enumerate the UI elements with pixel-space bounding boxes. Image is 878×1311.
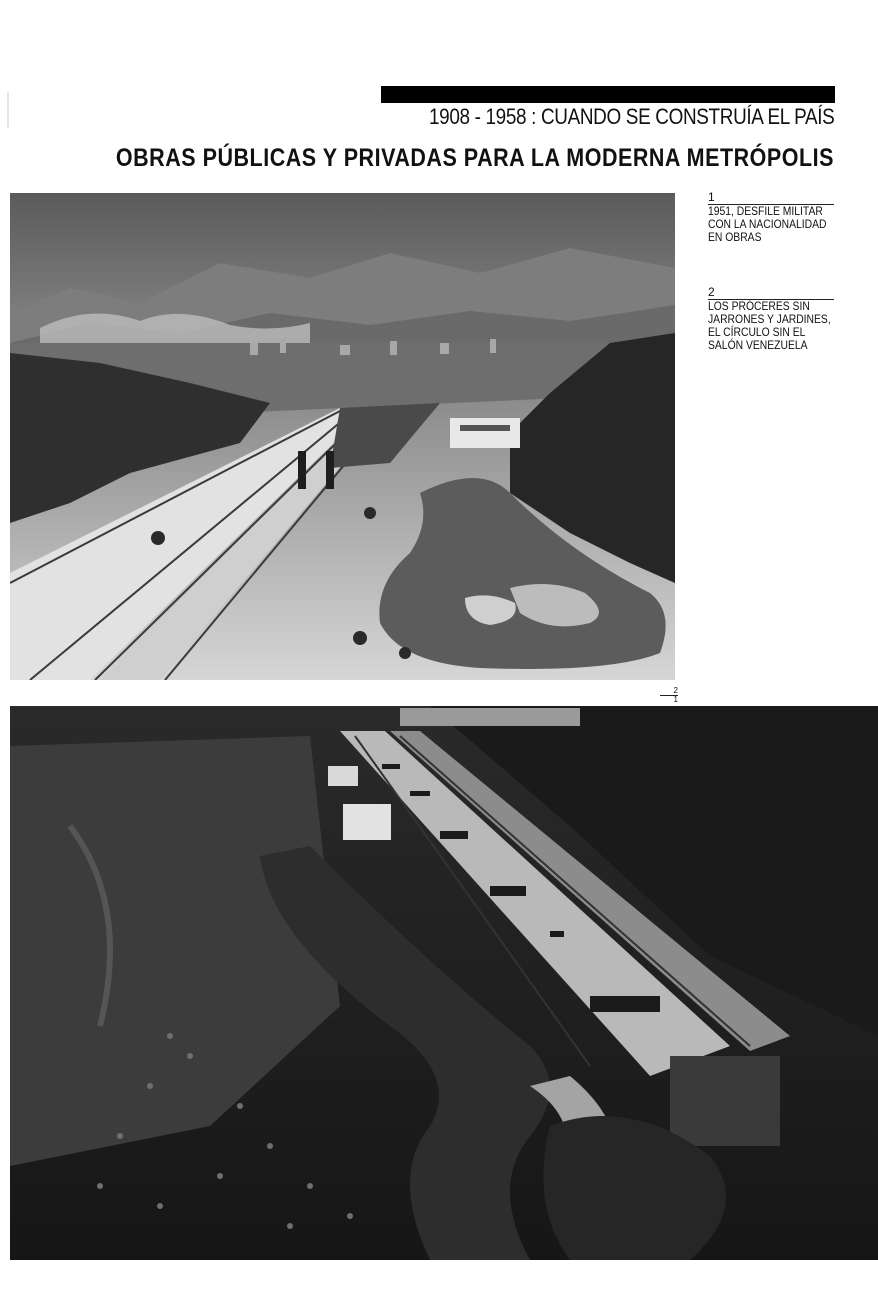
caption-2 — [708, 286, 834, 353]
photo-paseo-aerial — [10, 193, 675, 680]
caption-text: LOS PRÓCERES SIN JARRONES Y JARDINES, EL CÍRCULO SIN EL SALÓN VENEZUELA — [708, 301, 831, 352]
caption-rule — [708, 204, 834, 205]
photo-key-bottom: 1 — [673, 695, 678, 704]
caption-rule — [708, 299, 834, 300]
header-bar — [381, 86, 835, 103]
photo-military-parade — [10, 706, 878, 1260]
caption-1 — [708, 191, 834, 245]
caption-number: 1 — [708, 190, 715, 204]
photo-key-top: 2 — [673, 686, 678, 695]
page-edge-mark — [7, 92, 9, 128]
photo-key — [660, 687, 678, 704]
caption-text: 1951, DESFILE MILITAR CON LA NACIONALIDAD EN OBRAS — [708, 206, 827, 244]
page-title: OBRAS PÚBLICAS Y PRIVADAS PARA LA MODERNA METRÓPOLIS — [115, 144, 834, 172]
caption-number: 2 — [708, 285, 715, 299]
section-kicker: 1908 - 1958 : CUANDO SE CONSTRUÍA EL PAÍS — [428, 104, 834, 129]
